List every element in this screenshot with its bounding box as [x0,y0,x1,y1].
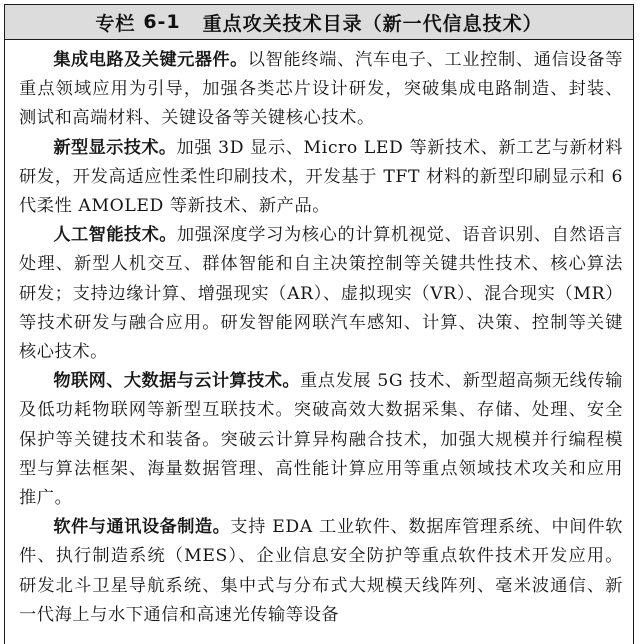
section-text: 重点发展 5G 技术、新型超高频无线传输及低功耗物联网等新型互联技术。突破高效大数据采集、存储、处理、安全保护等关键技术和装备。突破云计算异构融合技术，加强大规模并行编程模型与算法框架、海量数据管理、高性能计算应用等重点领域技术攻关和应用推广。 [19,371,624,509]
section-heading: 集成电路及关键元器件。 [53,50,248,70]
section-heading: 物联网、大数据与云计算技术。 [53,371,300,392]
section-display-tech [19,134,623,222]
column-label: 专栏 [95,12,136,35]
section-text: 以智能终端、汽车电子、工业控制、通信设备等重点领域应用为引导，加强各类芯片设计研发，突破集成电路制造、封装、测试和高端材料、关键设备等关键核心技术。 [19,50,623,129]
column-title: 重点攻关技术目录（新一代信息技术） [202,12,543,35]
section-integrated-circuits [19,46,623,134]
section-text: 加强 3D 显示、Micro LED 等新技术、新工艺与新材料研发，开发高适应性柔性印刷技术，开发基于 TFT 材料的新型印刷显示和 6 代柔性 AMOLED 等新技术、新产品。 [19,137,623,217]
column-box [4,4,634,644]
section-heading: 人工智能技术。 [53,225,177,246]
section-iot-bigdata-cloud [19,367,623,513]
section-heading: 软件与通讯设备制造。 [53,517,231,538]
column-header [5,5,633,40]
column-number: 6-1 [143,11,181,33]
section-heading: 新型显示技术。 [53,137,177,158]
section-ai-tech [19,221,623,367]
column-body [5,40,633,630]
section-text: 支持 EDA 工业软件、数据库管理系统、中间件软件、执行制造系统（MES）、企业信息安全防护等重点软件技术开发应用。研发北斗卫星导航系统、集中式与分布式大规模天线阵列、毫米波通信、新一代海上与水下通信和高速光传输等设备 [19,517,623,625]
section-software-telecom [19,513,623,630]
section-text: 加强深度学习为核心的计算机视觉、语音识别、自然语言处理、新型人机交互、群体智能和自主决策控制等关键共性技术、核心算法研发；支持边缘计算、增强现实（AR）、虚拟现实（VR）、混合现实（MR）等技术研发与融合应用。研发智能网联汽车感知、计算、决策、控制等关键核心技术。 [19,225,623,363]
